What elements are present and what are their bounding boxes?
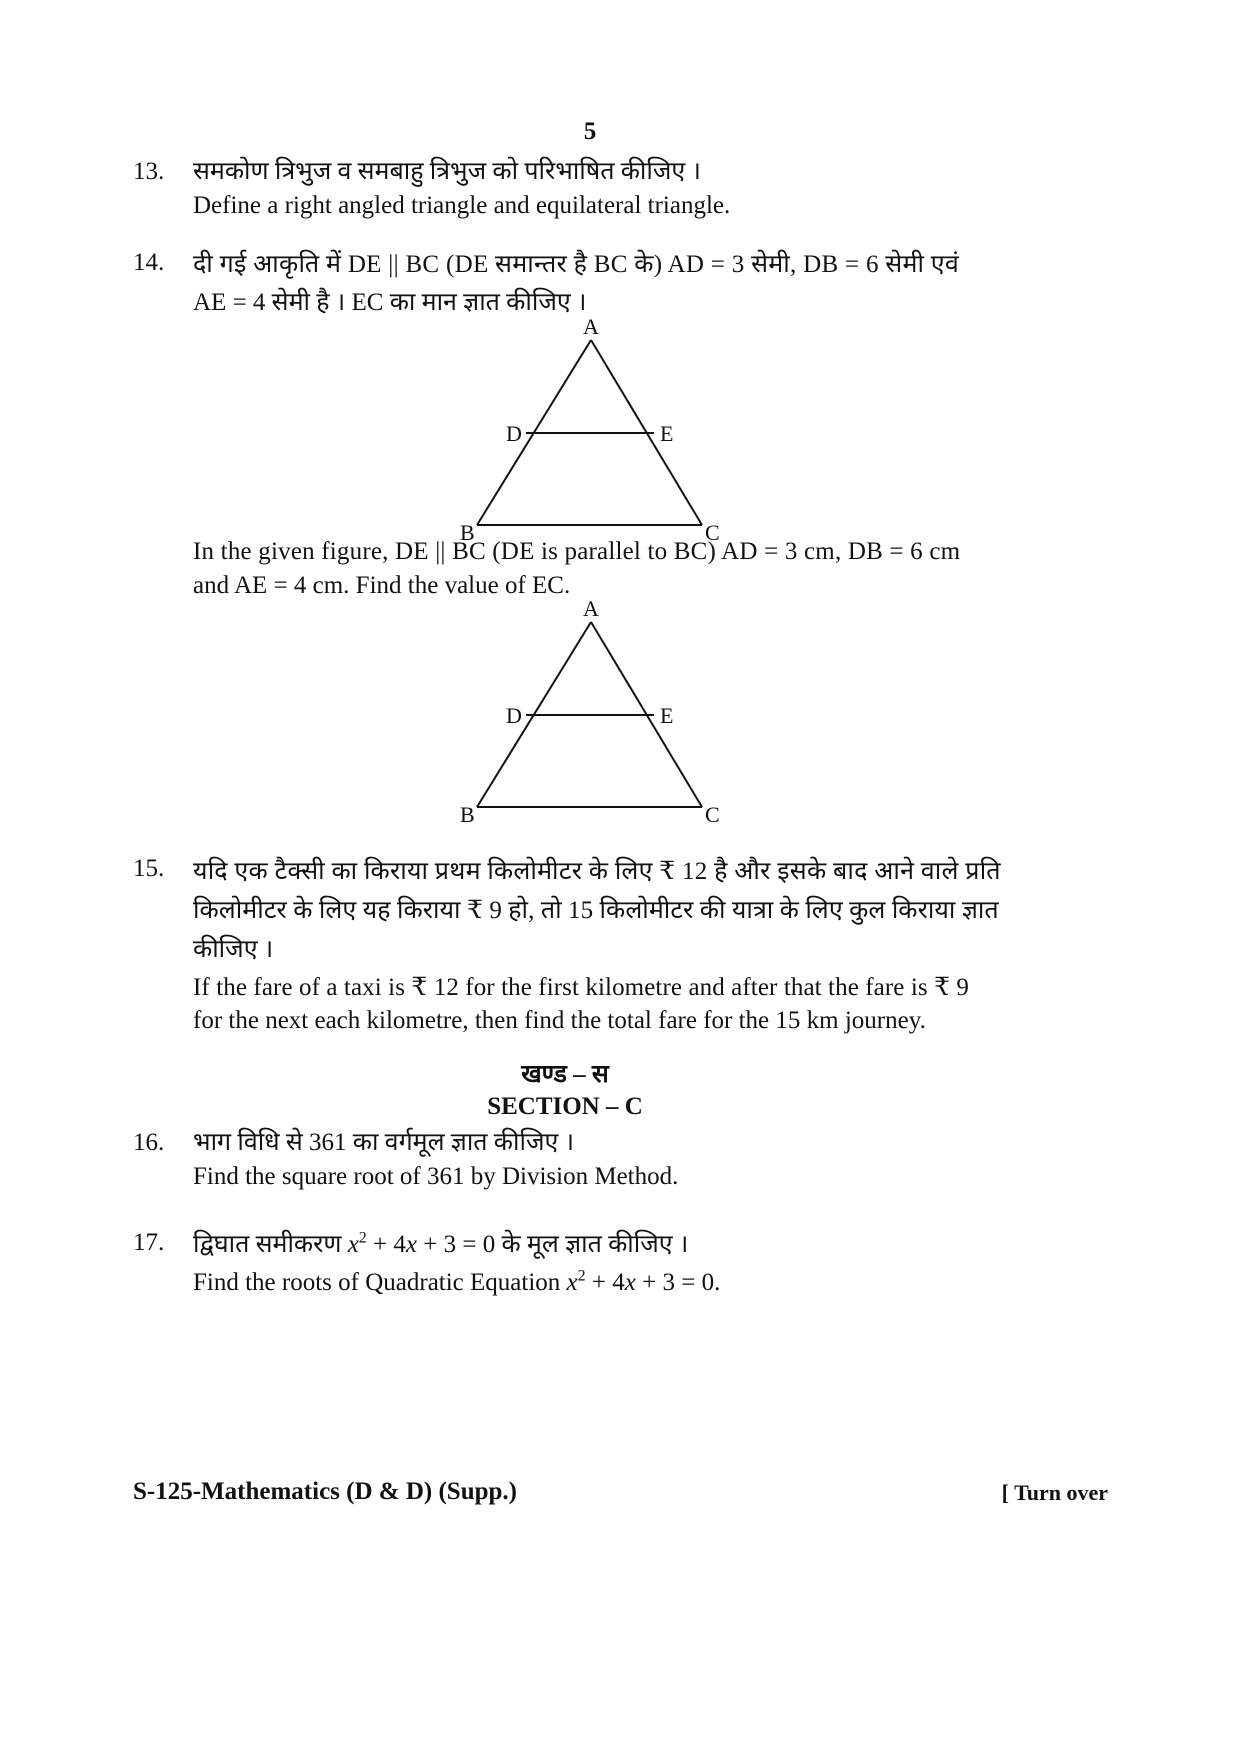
section-heading-english: SECTION – C <box>487 1093 643 1120</box>
question-text-hindi-line2: किलोमीटर के लिए यह किराया ₹ 9 हो, तो 15 किलोमीटर की यात्रा के लिए कुल किराया ज्ञात <box>193 897 999 924</box>
triangle-diagram <box>455 596 735 830</box>
equation-suffix: + 3 = 0 के मूल ज्ञात कीजिए । <box>417 1231 689 1258</box>
equation-prefix: द्विघात समीकरण <box>193 1231 348 1258</box>
question-text-hindi: भाग विधि से 361 का वर्गमूल ज्ञात कीजिए । <box>193 1129 575 1156</box>
equation-variable: x <box>347 1231 359 1258</box>
question-text-hindi-line3: कीजिए । <box>193 936 274 963</box>
equation-variable: x <box>405 1231 418 1258</box>
vertex-label-b: B <box>460 520 475 545</box>
paper-code: S-125-Mathematics (D & D) (Supp.) <box>133 1478 517 1505</box>
triangle-figure-2 <box>455 596 735 830</box>
triangle-figure-1 <box>455 314 735 548</box>
question-text-english-line2: and AE = 4 cm. Find the value of EC. <box>193 572 571 599</box>
question-text-english-line2: for the next each kilometre, then find the total fare for the 15 km journey. <box>193 1007 926 1034</box>
question-text-english: Find the square root of 361 by Division Method. <box>193 1163 679 1190</box>
vertex-label-c: C <box>705 520 720 545</box>
vertex-label-e: E <box>660 703 674 728</box>
equation-term: + 4 <box>585 1269 625 1296</box>
vertex-label-c: C <box>705 802 720 827</box>
vertex-label-a: A <box>583 596 599 621</box>
question-15 <box>133 852 1053 1037</box>
question-14 <box>133 246 1053 322</box>
question-text-hindi-line1: दी गई आकृति में DE || BC (DE समान्तर है BC के) AD = 3 सेमी, DB = 6 सेमी एवं <box>193 251 960 278</box>
question-17 <box>133 1226 1053 1302</box>
equation-variable: x <box>624 1269 636 1296</box>
question-number: 16. <box>133 1129 165 1156</box>
question-text-hindi-line1: यदि एक टैक्सी का किराया प्रथम किलोमीटर के लिए ₹ 12 है और इसके बाद आने वाले प्रति <box>193 858 1001 885</box>
turn-over-label: [ Turn over <box>1001 1480 1108 1505</box>
vertex-label-b: B <box>460 802 475 827</box>
question-text-hindi <box>193 1226 1050 1264</box>
vertex-label-e: E <box>660 421 674 446</box>
vertex-label-a: A <box>583 314 599 339</box>
equation-exponent: 2 <box>358 1229 367 1247</box>
question-number: 14. <box>133 249 165 276</box>
question-text-english-line1: In the given figure, DE || BC (DE is parallel to BC) AD = 3 cm, DB = 6 cm <box>193 538 961 565</box>
question-text-hindi: समकोण त्रिभुज व समबाहु त्रिभुज को परिभाषित कीजिए । <box>193 158 701 185</box>
section-heading-hindi: खण्ड – स <box>521 1061 609 1088</box>
question-13 <box>133 155 1053 223</box>
question-text-english-line1: If the fare of a taxi is ₹ 12 for the first kilometre and after that the fare is ₹ 9 <box>193 974 970 1001</box>
equation-term: + 4 <box>366 1231 406 1258</box>
question-number: 17. <box>133 1229 165 1256</box>
equation-exponent: 2 <box>577 1267 586 1285</box>
question-14-english <box>133 535 1053 603</box>
question-text-english <box>193 1264 1050 1302</box>
question-number: 13. <box>133 158 165 185</box>
vertex-label-d: D <box>506 421 522 446</box>
question-text-english: Define a right angled triangle and equilateral triangle. <box>193 192 731 219</box>
question-number: 15. <box>133 855 165 882</box>
question-text-hindi-line2: AE = 4 सेमी है । EC का मान ज्ञात कीजिए । <box>193 289 587 316</box>
equation-suffix: + 3 = 0. <box>635 1269 721 1296</box>
vertex-label-d: D <box>506 703 522 728</box>
triangle-diagram <box>455 314 735 548</box>
equation-prefix: Find the roots of Quadratic Equation <box>193 1269 567 1296</box>
equation-variable: x <box>566 1269 578 1296</box>
question-16 <box>133 1126 1053 1194</box>
page-number: 5 <box>583 118 597 145</box>
